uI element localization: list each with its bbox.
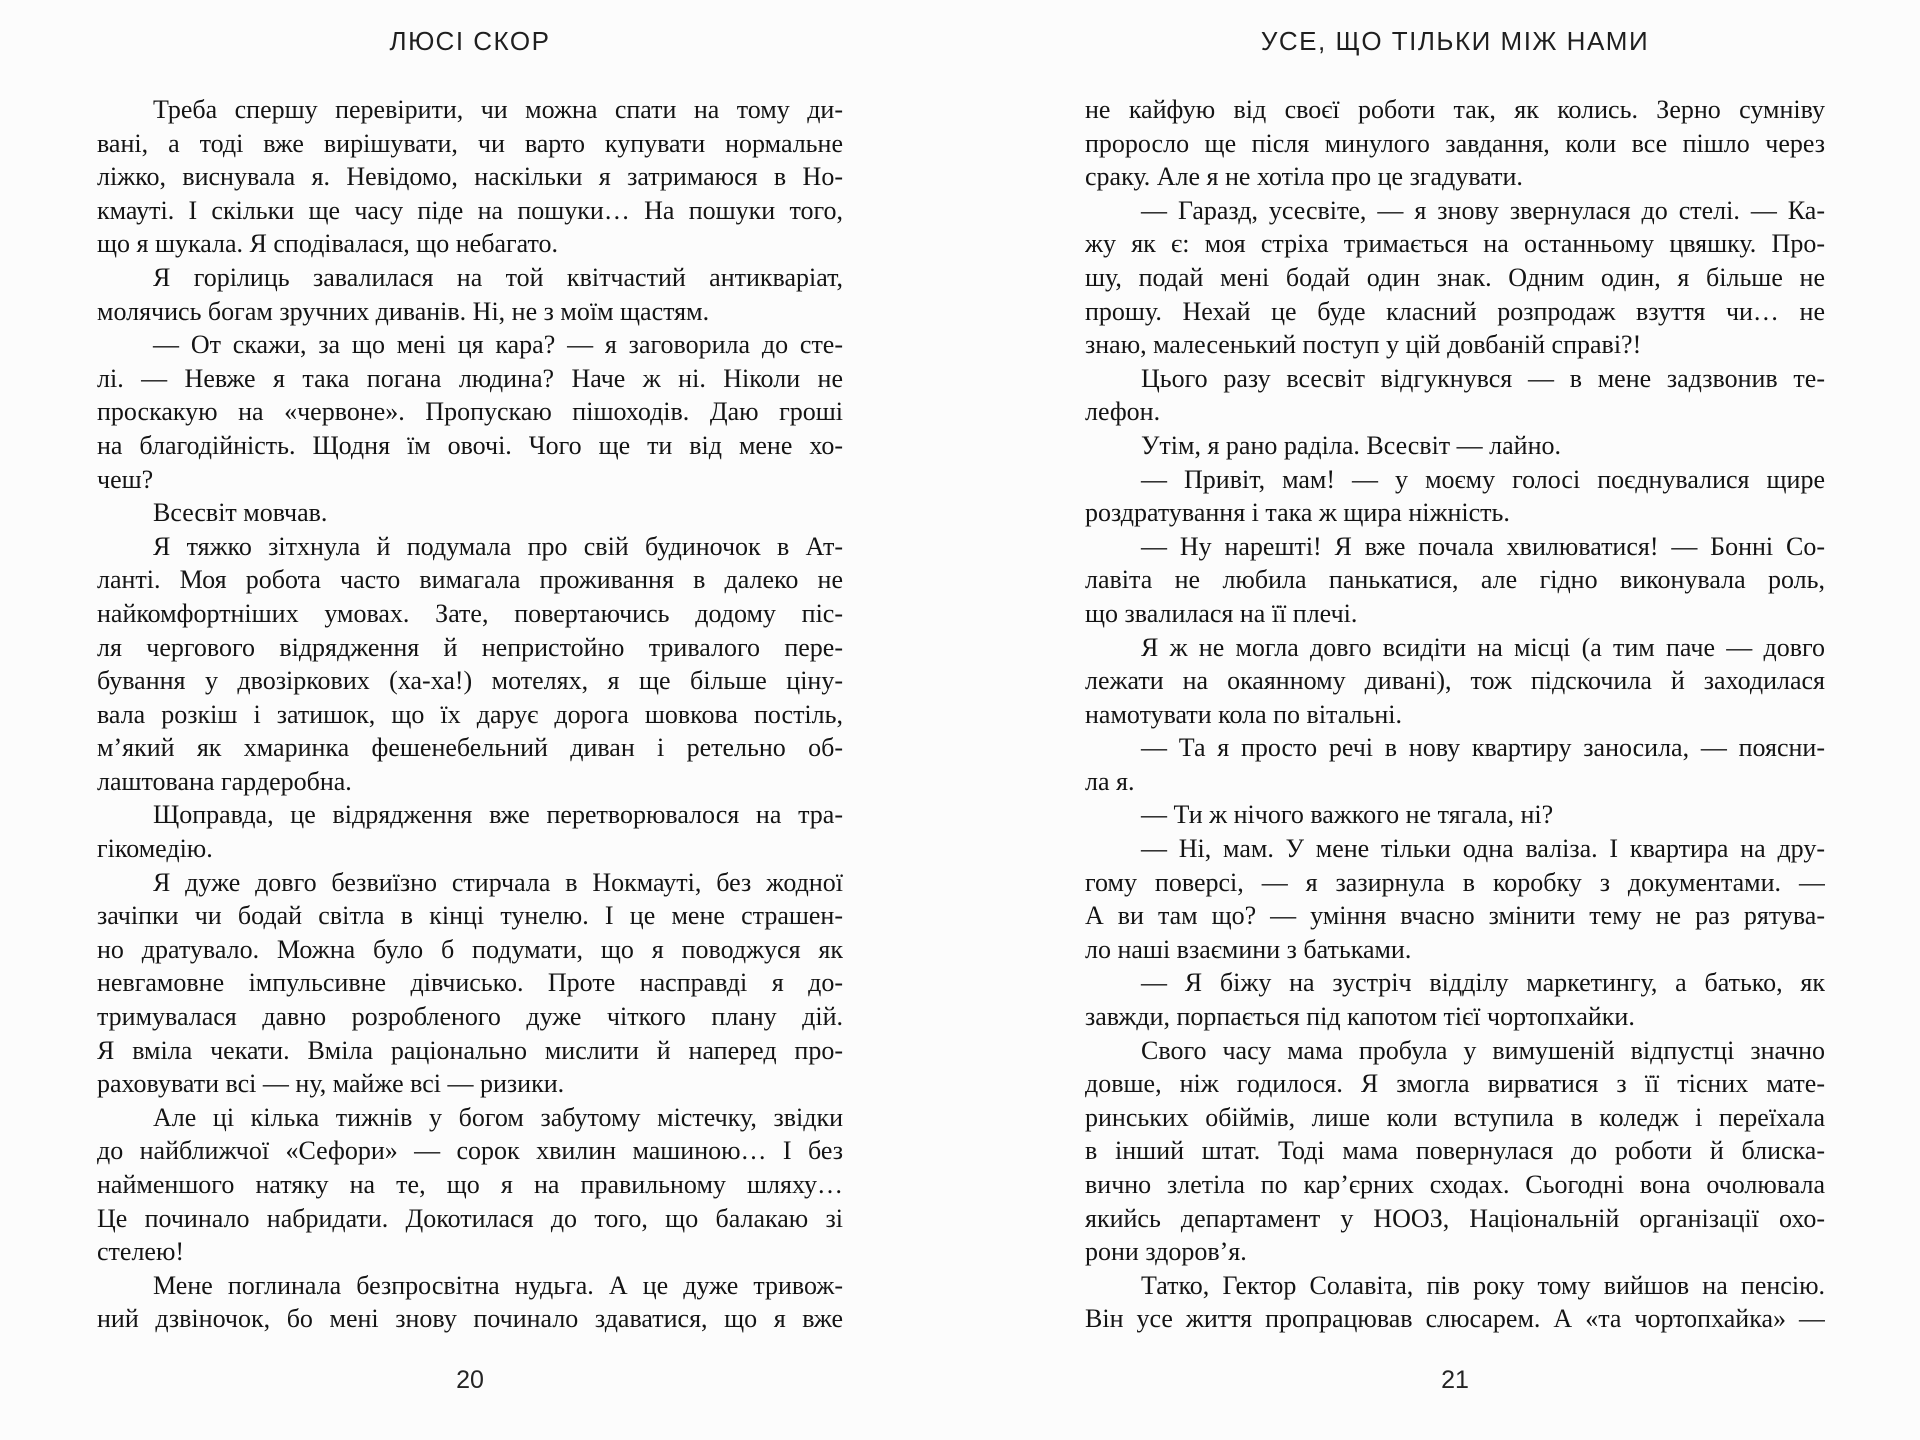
text-line: Це починало набридати. Докотилася до того, що балакаю зі [97, 1203, 843, 1233]
left-text-column [97, 93, 843, 1336]
text-line: прошу. Нехай це буде класний розпродаж взуття чи… не [1085, 296, 1825, 326]
text-line: лі. — Невже я така погана людина? Наче ж ні. Ніколи не [97, 363, 843, 393]
text-line: на благодійність. Щодня їм овочі. Чого ще ти від мене хо- [97, 430, 843, 460]
text-line: — Привіт, мам! — у моєму голосі поєднувалися щире [1141, 464, 1825, 494]
text-line: ла я. [1085, 766, 1135, 796]
text-line: до найближчої «Сефори» — сорок хвилин машиною… І без [97, 1136, 843, 1166]
running-header-title: УСЕ, ЩО ТІЛЬКИ МІЖ НАМИ [1260, 26, 1650, 56]
paragraph [97, 93, 843, 261]
text-line: ланті. Моя робота часто вимагала проживання в далеко не [97, 565, 843, 595]
text-line: Я ж не могла довго всидіти на місці (а тим паче — довго [1141, 632, 1825, 662]
text-line: вані, а тоді вже вирішувати, чи варто купувати нормальне [97, 128, 843, 158]
paragraph [97, 261, 843, 328]
text-line: невгамовне імпульсивне дівчисько. Проте насправді я до- [97, 968, 843, 998]
paragraph [1085, 832, 1825, 966]
text-line: не кайфую від своєї роботи так, як колись. Зерно сумніву [1085, 95, 1825, 124]
running-header-author: ЛЮСІ СКОР [389, 26, 551, 56]
text-line: вала розкіш і затишок, що їх дарує дорога шовкова постіль, [97, 699, 843, 729]
text-line: жу як є: моя стріха тримається на останньому цвяшку. Про- [1085, 229, 1825, 259]
text-line: — От скажи, за що мені ця кара? — я заговорила до сте- [153, 330, 843, 360]
paragraph [1085, 731, 1825, 798]
text-line: Мене поглинала безпросвітна нудьга. А це дуже тривож- [153, 1270, 843, 1300]
text-line: Всесвіт мовчав. [153, 498, 328, 528]
paragraph [1085, 362, 1825, 429]
text-line: сраку. Але я не хотіла про це згадувати. [1085, 162, 1523, 192]
text-line: — Та я просто речі в нову квартиру заносила, — поясни- [1141, 733, 1825, 763]
text-line: лефон. [1085, 397, 1161, 427]
text-line: стелею! [97, 1237, 185, 1267]
text-line: знаю, малесенький поступ у цій довбаній справі?! [1085, 330, 1642, 360]
paragraph [97, 530, 843, 799]
text-line: в інший штат. Тоді мама повернулася до роботи й блиска- [1085, 1136, 1825, 1166]
text-line: ринських обіймів, лише коли вступила в коледж і переїхала [1085, 1102, 1825, 1132]
text-line: Треба спершу перевірити, чи можна спати на тому ди- [153, 95, 843, 124]
text-line: кмауті. І скільки ще часу піде на пошуки… На пошуки того, [97, 195, 843, 225]
paragraph [97, 1101, 843, 1269]
text-line: Свого часу мама пробула у вимушеній відпустці значно [1141, 1035, 1825, 1065]
paragraph [97, 798, 843, 865]
text-line: ло наші взаємини з батьками. [1085, 934, 1412, 964]
text-line: Татко, Гектор Солавіта, пів року тому вийшов на пенсію. [1141, 1270, 1825, 1300]
text-line: ля чергового відрядження й непристойно тривалого пере- [97, 632, 843, 662]
page-number-left: 20 [456, 1366, 484, 1394]
page-right [1085, 0, 1825, 1440]
text-line: найкомфортніших умовах. Зате, повертаючись додому піс- [97, 598, 843, 628]
text-line: лежати на окаянному дивані), тож підскочила й заходилася [1085, 666, 1825, 696]
text-line: проросло ще після минулого завдання, коли все пішло через [1085, 128, 1825, 158]
text-line: Я дуже довго безвиїзно стирчала в Нокмауті, без жодної [153, 867, 843, 897]
text-line: гікомедію. [97, 834, 213, 864]
text-line: проскакую на «червоне». Пропускаю пішоходів. Даю гроші [97, 397, 843, 427]
paragraph [1085, 631, 1825, 732]
text-line: Я тяжко зітхнула й подумала про свій будиночок в Ат- [153, 531, 843, 561]
text-line: — Ну нарешті! Я вже почала хвилюватися! — Бонні Со- [1141, 531, 1825, 561]
text-line: м’який як хмаринка фешенебельний диван і ретельно об- [97, 733, 843, 763]
paragraph [1085, 194, 1825, 362]
text-line: чеш? [97, 464, 154, 494]
text-line: но дратувало. Можна було б подумати, що я поводжуся як [97, 934, 843, 964]
text-line: зачіпки чи бодай світла в кінці тунелю. І це мене страшен- [97, 901, 843, 931]
text-line: якийсь департамент у НООЗ, Національній організації охо- [1085, 1203, 1825, 1233]
text-line: Я горілиць завалилася на той квітчастий антикваріат, [153, 262, 843, 292]
text-line: ний дзвіночок, бо мені знову починало здаватися, що я вже [97, 1304, 843, 1334]
text-line: Я вміла чекати. Вміла раціонально мислити й наперед про- [97, 1035, 843, 1065]
text-line: довше, ніж годилося. Я змогла вирватися з її тісних мате- [1085, 1069, 1825, 1099]
paragraph [1085, 429, 1825, 463]
text-line: завжди, порпається під капотом тієї чортопхайки. [1085, 1002, 1635, 1032]
text-line: бування у двозіркових (ха-ха!) мотелях, я ще більше ціну- [97, 666, 843, 696]
text-line: молячись богам зручних диванів. Ні, не з моїм щастям. [97, 296, 710, 326]
paragraph [1085, 93, 1825, 194]
text-line: Але ці кілька тижнів у богом забутому містечку, звідки [153, 1102, 843, 1132]
text-line: — Ти ж нічого важкого не тягала, ні? [1141, 800, 1554, 830]
paragraph [1085, 1269, 1825, 1336]
text-line: рони здоров’я. [1085, 1237, 1247, 1267]
text-line: Цього разу всесвіт відгукнувся — в мене задзвонив те- [1141, 363, 1825, 393]
text-line: — Ні, мам. У мене тільки одна валіза. І квартира на дру- [1141, 834, 1825, 864]
text-line: гому поверсі, — я зазирнула в коробку з документами. — [1085, 867, 1825, 897]
text-line: лаштована гардеробна. [97, 766, 352, 796]
paragraph [97, 1269, 843, 1336]
page-left [97, 0, 843, 1440]
text-line: намотувати кола по вітальні. [1085, 699, 1402, 729]
text-line: — Я біжу на зустріч відділу маркетингу, а батько, як [1141, 968, 1825, 998]
page-number-right: 21 [1441, 1366, 1469, 1394]
paragraph [1085, 530, 1825, 631]
paragraph [1085, 1034, 1825, 1269]
text-line: Він усе життя пропрацював слюсарем. А «та чортопхайка» — [1085, 1304, 1825, 1334]
text-line: вично злетіла по кар’єрних сходах. Сьогодні вона очолювала [1085, 1170, 1825, 1199]
text-line: що я шукала. Я сподівалася, що небагато. [97, 229, 559, 259]
text-line: що звалилася на її плечі. [1085, 598, 1358, 628]
text-line: лавіта не любила панькатися, але гідно виконувала роль, [1085, 565, 1825, 595]
right-text-column [1085, 93, 1825, 1336]
text-line: тримувалася давно розробленого дуже чіткого плану дій. [97, 1002, 843, 1032]
text-line: роздратування і така ж щира ніжність. [1085, 498, 1510, 528]
paragraph [1085, 798, 1825, 832]
text-line: ліжко, виснувала я. Невідомо, наскільки я затримаюся в Но- [97, 162, 843, 192]
paragraph [97, 866, 843, 1101]
text-line: Утім, я рано раділа. Всесвіт — лайно. [1141, 430, 1561, 460]
text-line: шу, подай мені бодай один знак. Одним один, я більше не [1085, 262, 1825, 292]
paragraph [97, 328, 843, 496]
text-line: — Гаразд, усесвіте, — я знову звернулася до стелі. — Ка- [1141, 195, 1825, 225]
paragraph [1085, 966, 1825, 1033]
text-line: Щоправда, це відрядження вже перетворювалося на тра- [153, 800, 843, 830]
paragraph [1085, 463, 1825, 530]
text-line: найменшого натяку на те, що я на правильному шляху… [97, 1170, 843, 1199]
paragraph [97, 496, 843, 530]
text-line: А ви там що? — уміння вчасно змінити тему не раз рятува- [1085, 901, 1825, 931]
text-line: раховувати всі — ну, майже всі — ризики. [97, 1069, 565, 1099]
